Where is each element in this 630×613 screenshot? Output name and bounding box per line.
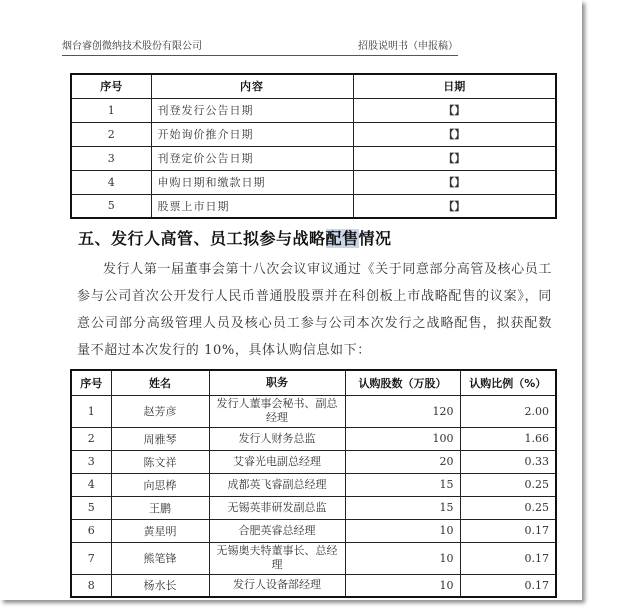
running-header (62, 38, 458, 56)
row-shares: 15 (345, 473, 460, 496)
row-ratio: 0.33 (460, 450, 556, 473)
row-content: 刊登定价公告日期 (151, 146, 353, 170)
row-ratio: 0.25 (460, 473, 556, 496)
row-shares: 20 (345, 450, 460, 473)
row-ratio: 2.00 (460, 395, 556, 427)
column-header-title: 职务 (209, 370, 345, 395)
row-title: 合肥英睿总经理 (209, 519, 345, 542)
row-date: 【】 (353, 194, 556, 218)
row-date: 【】 (353, 98, 556, 122)
company-name: 烟台睿创微纳技术股份有限公司 (62, 41, 202, 52)
row-date: 【】 (353, 122, 556, 146)
body-paragraph (77, 256, 552, 364)
paragraph-text: 发行人第一届董事会第十八次会议审议通过《关于同意部分高管及核心员工参与公司首次公开发行人民币普通股股票并在科创板上市战略配售的议案》，同意公司部分高级管理人员及核心员工参与公司本次发行之战略配售，拟获配数量不超过本次发行的 10%，具体认购信息如下： (77, 262, 552, 358)
row-date: 【】 (353, 146, 556, 170)
row-name: 王鹏 (111, 496, 209, 519)
table-row (71, 98, 556, 122)
row-shares: 10 (345, 574, 460, 597)
table-row (71, 122, 556, 146)
row-ratio: 1.66 (460, 427, 556, 450)
row-no: 3 (71, 450, 111, 473)
row-title: 无锡奥夫特董事长、总经理 (209, 542, 345, 574)
table-row (71, 450, 556, 473)
row-shares: 10 (345, 519, 460, 542)
row-no: 7 (71, 542, 111, 574)
row-ratio: 0.25 (460, 496, 556, 519)
row-content: 申购日期和缴款日期 (151, 170, 353, 194)
row-content: 开始询价推介日期 (151, 122, 353, 146)
row-no: 5 (71, 496, 111, 519)
section-heading (78, 226, 392, 249)
heading-highlighted-text[interactable]: 配售 (325, 229, 359, 248)
row-no: 3 (71, 146, 151, 170)
table-row (71, 395, 556, 427)
row-shares: 15 (345, 496, 460, 519)
row-title: 发行人设备部经理 (209, 574, 345, 597)
table-row (71, 574, 556, 597)
row-no: 1 (71, 98, 151, 122)
row-name: 周雅琴 (111, 427, 209, 450)
table-row (71, 427, 556, 450)
row-name: 熊笔锋 (111, 542, 209, 574)
row-name: 赵芳彦 (111, 395, 209, 427)
row-date: 【】 (353, 170, 556, 194)
column-header-no: 序号 (71, 74, 151, 98)
row-no: 1 (71, 395, 111, 427)
row-name: 陈文祥 (111, 450, 209, 473)
column-header-ratio: 认购比例（%） (460, 370, 556, 395)
column-header-no: 序号 (71, 370, 111, 395)
row-shares: 100 (345, 427, 460, 450)
row-no: 6 (71, 519, 111, 542)
schedule-table (70, 73, 557, 219)
table-row (71, 194, 556, 218)
table-row (71, 496, 556, 519)
table-row (71, 519, 556, 542)
row-no: 5 (71, 194, 151, 218)
row-name: 向思桦 (111, 473, 209, 496)
table-header-row (71, 74, 556, 98)
row-no: 2 (71, 122, 151, 146)
document-title: 招股说明书（申报稿） (358, 41, 458, 52)
heading-text-start: 五、发行人高管、员工拟参与战略 (78, 229, 326, 248)
column-header-date: 日期 (353, 74, 556, 98)
table-header-row (71, 370, 556, 395)
heading-text-end: 情况 (358, 229, 392, 248)
row-title: 无锡英菲研发副总监 (209, 496, 345, 519)
column-header-shares: 认购股数（万股） (345, 370, 460, 395)
table-row (71, 473, 556, 496)
row-ratio: 0.17 (460, 519, 556, 542)
row-title: 成都英飞睿副总经理 (209, 473, 345, 496)
subscription-table (70, 369, 557, 598)
row-title: 发行人财务总监 (209, 427, 345, 450)
table-row (71, 542, 556, 574)
column-header-content: 内容 (151, 74, 353, 98)
row-no: 4 (71, 170, 151, 194)
row-no: 8 (71, 574, 111, 597)
row-title: 艾睿光电副总经理 (209, 450, 345, 473)
row-shares: 10 (345, 542, 460, 574)
table-row (71, 170, 556, 194)
row-no: 2 (71, 427, 111, 450)
table-row (71, 146, 556, 170)
row-ratio: 0.17 (460, 542, 556, 574)
row-title: 发行人董事会秘书、副总经理 (209, 395, 345, 427)
row-no: 4 (71, 473, 111, 496)
row-name: 黄星明 (111, 519, 209, 542)
row-content: 股票上市日期 (151, 194, 353, 218)
column-header-name: 姓名 (111, 370, 209, 395)
row-ratio: 0.17 (460, 574, 556, 597)
row-shares: 120 (345, 395, 460, 427)
row-name: 杨水长 (111, 574, 209, 597)
row-content: 刊登发行公告日期 (151, 98, 353, 122)
